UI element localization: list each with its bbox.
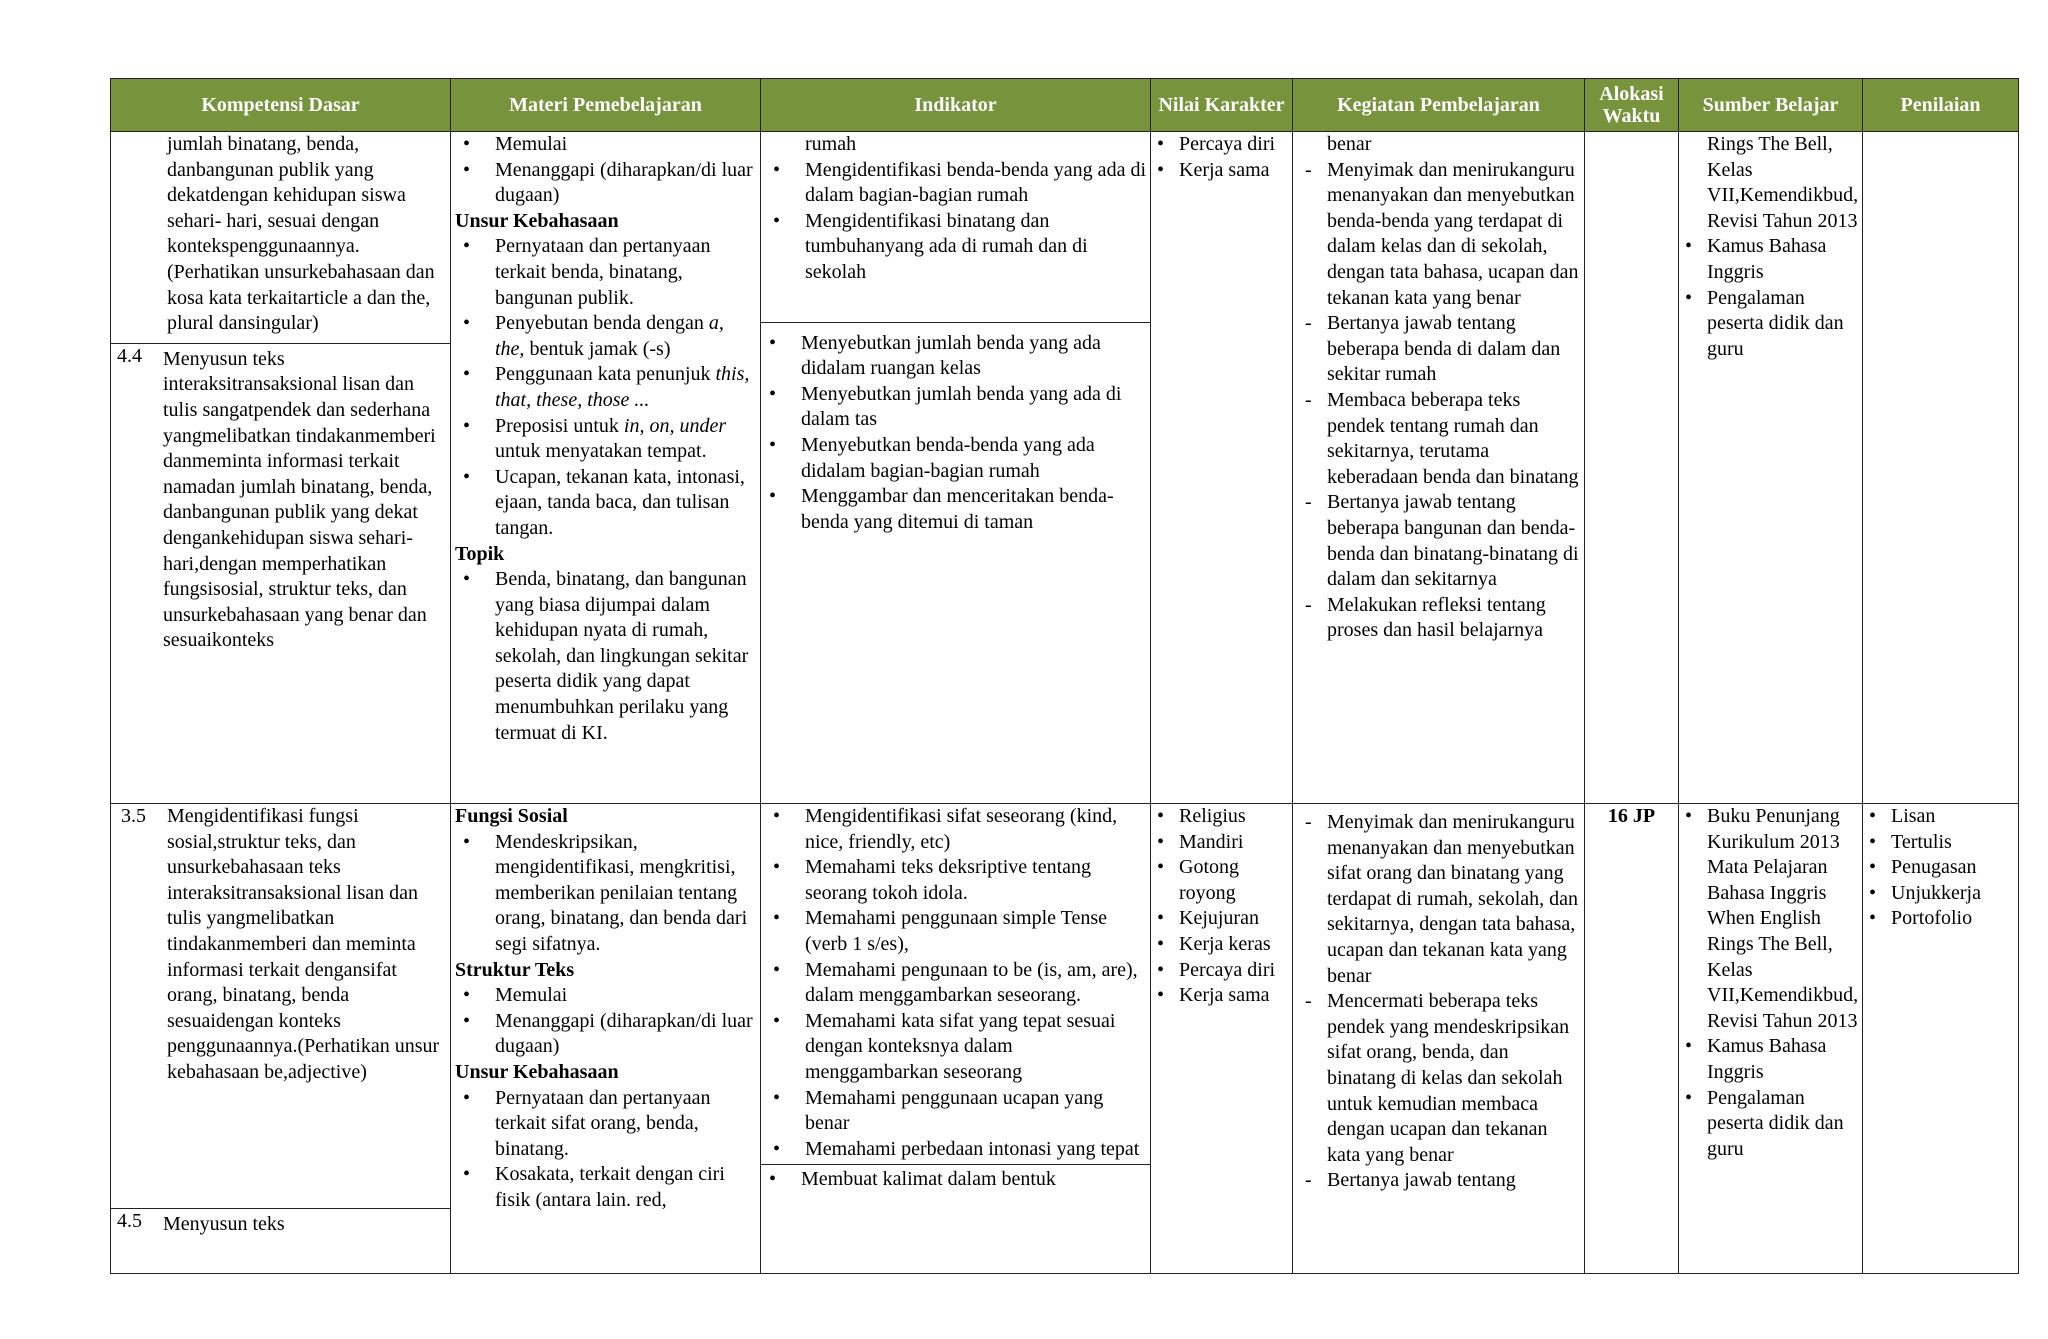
sumber-continued: Rings The Bell, Kelas VII,Kemendikbud, Revisi Tahun 2013 (1707, 133, 1859, 232)
list-item: • Pernyataan dan pertanyaan terkait sifat orang, benda, binatang. (455, 1086, 756, 1163)
list-item: • Memulai (455, 132, 756, 158)
section-heading: Unsur Kebahasaan (455, 209, 619, 232)
section-heading: Struktur Teks (455, 958, 575, 981)
header-kegiatan: Kegiatan Pembelajaran (1293, 79, 1585, 132)
list-item: • Mandiri (1155, 830, 1288, 856)
list-item: • Membuat kalimat dalam bentuk (761, 1167, 1150, 1193)
alokasi-value: 16 JP (1607, 805, 1656, 827)
kegiatan-continued: benar (1327, 133, 1372, 155)
header-penilaian: Penilaian (1863, 79, 2019, 132)
item-text: untuk menyatakan tempat. (495, 440, 707, 463)
list-item: • Menyebutkan benda-benda yang ada didalam bagian-bagian rumah (761, 433, 1150, 484)
list-item: • Unjukkerja (1867, 881, 2014, 907)
kegiatan-cell (1293, 804, 1585, 1274)
list-item: • Mendeskripsikan, mengidentifikasi, mengkritisi, memberikan penilaian tentang orang, binatang, dan benda dari segi sifatnya. (455, 830, 756, 958)
item-text: Penyebutan benda dengan (495, 312, 704, 335)
syllabus-page (110, 78, 2018, 1274)
kd-item (115, 804, 446, 1086)
list-item: • Menggambar dan menceritakan benda-benda yang ditemui di taman (761, 484, 1150, 535)
list-item: • Mengidentifikasi sifat seseorang (kind, nice, friendly, etc) (765, 804, 1146, 855)
list-item: - Mencermati beberapa teks pendek yang mendeskripsikan sifat orang, benda, dan binatang di kelas dan sekolah untuk kemudian membaca dengan ucapan dan tekanan kata yang benar (1297, 989, 1580, 1168)
list-item: - Menyimak dan menirukanguru menanyakan dan menyebutkan benda-benda yang terdapat di dalam kelas dan di sekolah, dengan tata bahasa, ucapan dan tekanan kata yang benar (1297, 158, 1580, 312)
list-item: • Kamus Bahasa Inggris (1683, 1034, 1858, 1085)
list-item: • Menanggapi (diharapkan/di luar dugaan) (455, 1009, 756, 1060)
sumber-cell (1679, 132, 1863, 804)
kd-item (111, 1208, 450, 1238)
kd-cell (111, 132, 451, 804)
list-item: • Mengidentifikasi benda-benda yang ada di dalam bagian-bagian rumah (765, 158, 1146, 209)
header-alokasi-waktu: Alokasi Waktu (1585, 79, 1679, 132)
alokasi-cell (1585, 132, 1679, 804)
penilaian-cell (1863, 804, 2019, 1274)
header-indikator: Indikator (761, 79, 1151, 132)
list-item (455, 414, 756, 465)
header-row (111, 79, 2019, 132)
italic-term: in, on, under (623, 414, 727, 437)
kd-cell (111, 804, 451, 1274)
nilai-cell (1151, 804, 1293, 1274)
list-item: • Benda, binatang, dan bangunan yang biasa dijumpai dalam kehidupan nyata di rumah, sekolah, dan lingkungan sekitar peserta didik yang dapat menumbuhkan perilaku yang termuat di KI. (455, 567, 756, 746)
indikator-cell (761, 132, 1151, 804)
list-item: • Menanggapi (diharapkan/di luar dugaan) (455, 158, 756, 209)
list-item: • Buku Penunjang Kurikulum 2013 Mata Pelajaran Bahasa Inggris When English Rings The Bell, Kelas VII,Kemendikbud, Revisi Tahun 2013 (1683, 804, 1858, 1034)
section-heading: Fungsi Sosial (455, 805, 568, 827)
list-item: • Mengidentifikasi binatang dan tumbuhanyang ada di rumah dan di sekolah (765, 209, 1146, 286)
list-item: - Melakukan refleksi tentang proses dan hasil belajarnya (1297, 593, 1580, 644)
nilai-cell (1151, 132, 1293, 804)
indikator-group (761, 1164, 1150, 1193)
list-item (455, 362, 756, 413)
header-materi: Materi Pemebelajaran (451, 79, 761, 132)
kd-text: Mengidentifikasi fungsi sosial,struktur teks, dan unsurkebahasaan teks interaksitransaksional lisan dan tulis yangmelibatkan tindakanmemberi dan meminta informasi terkait dengansifat orang, binatang, benda sesuaidengan konteks penggunaannya.(Perhatikan unsur kebahasaan be,adjective) (167, 805, 440, 1083)
list-item: • Menyebutkan jumlah benda yang ada di dalam tas (761, 382, 1150, 433)
list-item: • Pengalaman peserta didik dan guru (1683, 286, 1858, 363)
header-sumber-belajar: Sumber Belajar (1679, 79, 1863, 132)
list-item: • Kerja sama (1155, 158, 1288, 184)
list-item: - Bertanya jawab tentang beberapa benda di dalam dan sekitar rumah (1297, 311, 1580, 388)
kegiatan-cell (1293, 132, 1585, 804)
list-item: - Bertanya jawab tentang (1297, 1168, 1580, 1194)
kd-number: 3.5 (121, 805, 146, 827)
materi-cell (451, 804, 761, 1274)
italic-term: a, the, (495, 312, 724, 360)
table-row (111, 804, 2019, 1274)
kd-text: Menyusun teks (163, 1212, 285, 1235)
item-text: Preposisi untuk (495, 414, 619, 437)
kd-text: jumlah binatang, benda, danbangunan publik yang dekatdengan kehidupan siswa sehari- hari, sesuai dengan kontekspenggunaannya. (Perhatikan unsurkebahasaan dan kosa kata terkaitarticle a dan the, plural dansingular) (167, 133, 435, 335)
list-item: • Kosakata, terkait dengan ciri fisik (antara lain. red, (455, 1162, 756, 1213)
sumber-cell (1679, 804, 1863, 1274)
list-item: • Kejujuran (1155, 906, 1288, 932)
section-heading: Unsur Kebahasaan (455, 1060, 619, 1083)
list-item: • Kamus Bahasa Inggris (1683, 234, 1858, 285)
indikator-cell (761, 804, 1151, 1274)
kd-text: Menyusun teks interaksitransaksional lisan dan tulis sangatpendek dan sederhana yangmelibatkan tindakanmemberi danmeminta informasi terkait namadan jumlah binatang, benda, danbangunan publik yang dekat dengankehidupan siswa sehari-hari,dengan memperhatikan fungsisosial, struktur teks, dan unsurkebahasaan yang benar dan sesuaikonteks (163, 347, 436, 652)
list-item: • Percaya diri (1155, 958, 1288, 984)
list-item: • Memahami penggunaan ucapan yang benar (765, 1086, 1146, 1137)
indikator-continued: rumah (805, 133, 857, 155)
kd-number: 4.4 (117, 344, 142, 367)
list-item: • Memulai (455, 983, 756, 1009)
list-item: • Ucapan, tekanan kata, intonasi, ejaan, tanda baca, dan tulisan tangan. (455, 465, 756, 542)
penilaian-cell (1863, 132, 2019, 804)
alokasi-cell (1585, 804, 1679, 1274)
list-item: • Portofolio (1867, 906, 2014, 932)
header-kompetensi-dasar: Kompetensi Dasar (111, 79, 451, 132)
indikator-group (761, 322, 1150, 536)
kd-continued (115, 132, 446, 337)
list-item: • Kerja keras (1155, 932, 1288, 958)
list-item: • Percaya diri (1155, 132, 1288, 158)
header-nilai-karakter: Nilai Karakter (1151, 79, 1293, 132)
list-item: - Menyimak dan menirukanguru menanyakan dan menyebutkan sifat orang dan binatang yang terdapat di rumah, sekolah, dan sekitarnya, dengan tata bahasa, ucapan dan tekanan kata yang benar (1297, 810, 1580, 989)
list-item: • Menyebutkan jumlah benda yang ada didalam ruangan kelas (761, 331, 1150, 382)
list-item: • Memahami teks deksriptive tentang seorang tokoh idola. (765, 855, 1146, 906)
kd-item (111, 343, 450, 654)
list-item: • Memahami penggunaan simple Tense (verb 1 s/es), (765, 906, 1146, 957)
item-text: Penggunaan kata penunjuk (495, 363, 711, 386)
italic-term: this, that, these, those ... (495, 363, 750, 411)
list-item: • Memahami perbedaan intonasi yang tepat (765, 1137, 1146, 1163)
table-row (111, 132, 2019, 804)
list-item: - Membaca beberapa teks pendek tentang rumah dan sekitarnya, terutama keberadaan benda dan binatang (1297, 388, 1580, 490)
list-item: • Memahami pengunaan to be (is, am, are), dalam menggambarkan seseorang. (765, 958, 1146, 1009)
list-item: • Kerja sama (1155, 983, 1288, 1009)
syllabus-table (110, 78, 2019, 1274)
list-item: • Gotong royong (1155, 855, 1288, 906)
materi-cell (451, 132, 761, 804)
item-text: bentuk jamak (-s) (529, 337, 671, 360)
list-item: • Penugasan (1867, 855, 2014, 881)
section-heading: Topik (455, 542, 505, 565)
list-item (455, 311, 756, 362)
list-item: • Religius (1155, 804, 1288, 830)
list-item: - Bertanya jawab tentang beberapa bangunan dan benda-benda dan binatang-binatang di dalam dan sekitarnya (1297, 490, 1580, 592)
kd-number: 4.5 (117, 1209, 142, 1232)
list-item: • Pengalaman peserta didik dan guru (1683, 1086, 1858, 1163)
list-item: • Pernyataan dan pertanyaan terkait benda, binatang, bangunan publik. (455, 234, 756, 311)
list-item: • Tertulis (1867, 830, 2014, 856)
list-item: • Lisan (1867, 804, 2014, 830)
list-item: • Memahami kata sifat yang tepat sesuai dengan konteksnya dalam menggambarkan seseorang (765, 1009, 1146, 1086)
